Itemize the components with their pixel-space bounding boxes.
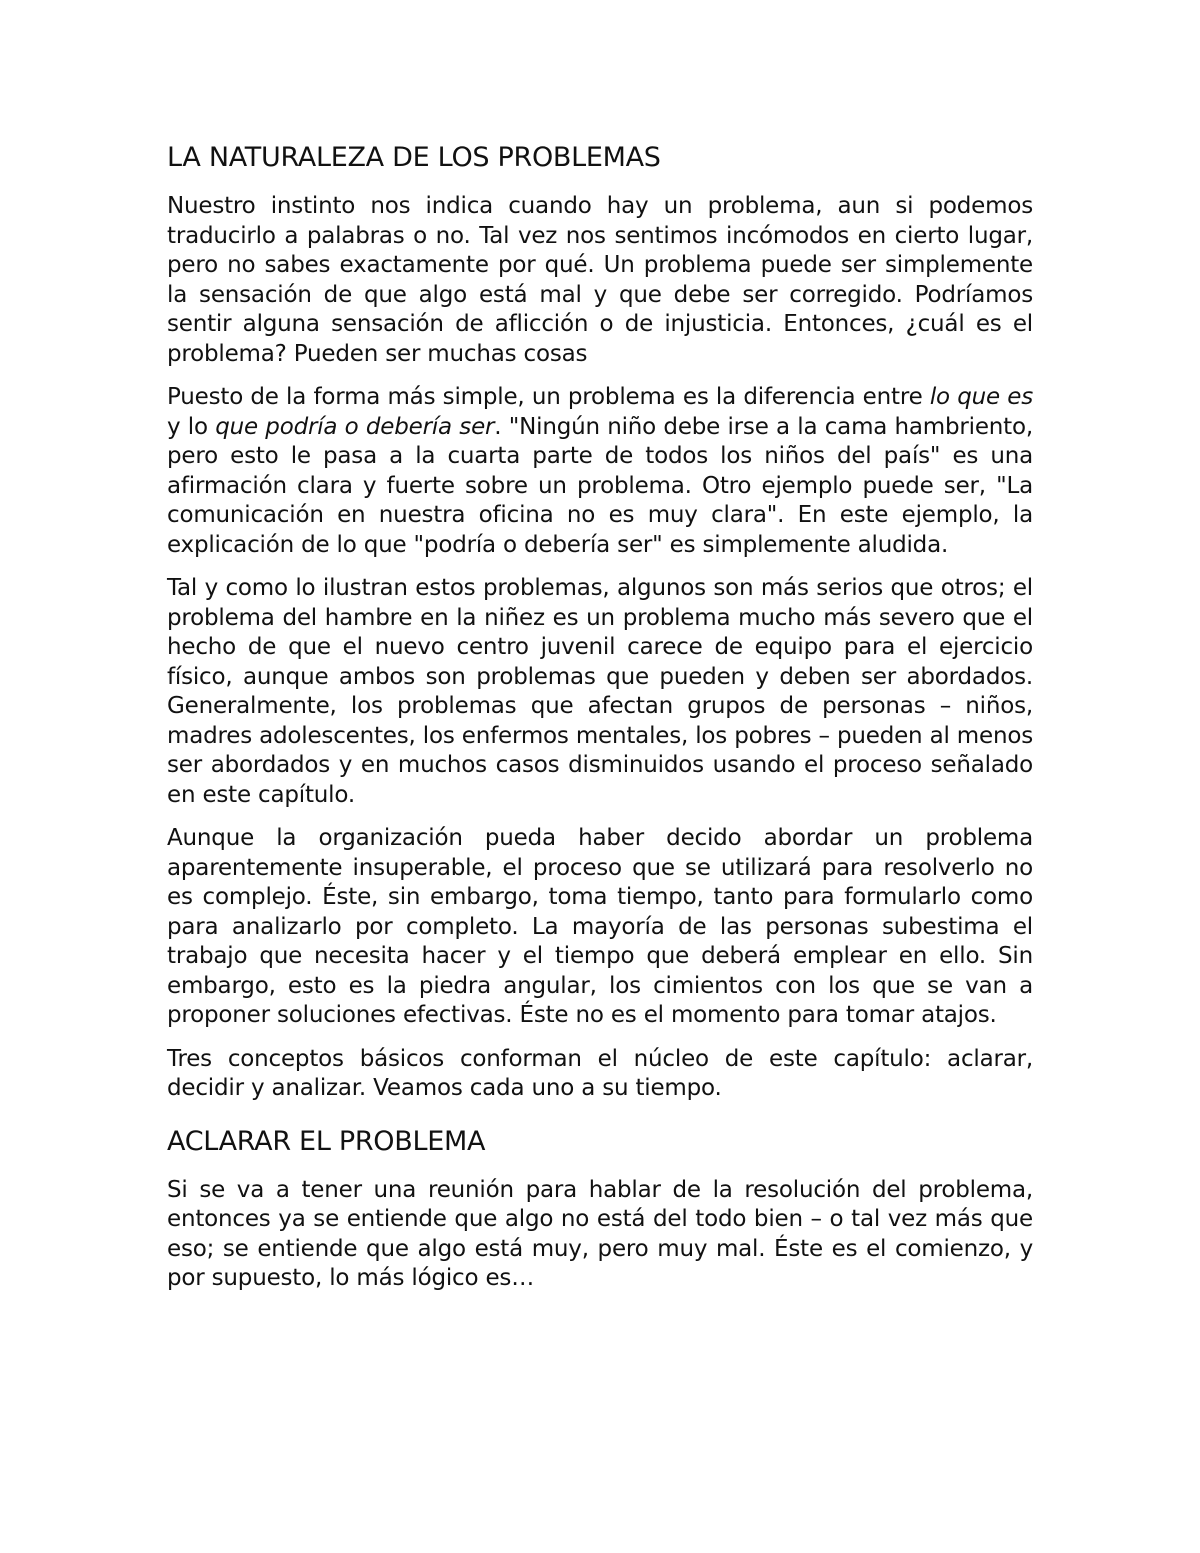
paragraph-conceptos: Tres conceptos básicos conforman el núcleo de este capítulo: aclarar, decidir y analizar. Veamos cada uno a su tiempo.	[167, 1045, 1033, 1101]
section-heading-aclarar: ACLARAR EL PROBLEMA	[167, 1125, 486, 1157]
emphasis-lo-que-es: lo que es	[929, 384, 1033, 410]
paragraph-definicion	[167, 383, 1033, 560]
paragraph-seriedad: Tal y como lo ilustran estos problemas, algunos son más serios que otros; el problema del hambre en la niñez es un problema mucho más severo que el hecho de que el nuevo centro juvenil carece de equipo para el ejercicio físico, aunque ambos son problemas que pueden y deben ser abordados. Generalmente, los problemas que afectan grupos de personas – niños, madres adolescentes, los enfermos mentales, los pobres – pueden al menos ser abordados y en muchos casos disminuidos usando el proceso señalado en este capítulo.	[167, 575, 1033, 808]
paragraph-proceso: Aunque la organización pueda haber decido abordar un problema aparentemente insuperable, el proceso que se utilizará para resolverlo no es complejo. Éste, sin embargo, toma tiempo, tanto para formularlo como para analizarlo por completo. La mayoría de las personas subestima el trabajo que necesita hacer y el tiempo que deberá emplear en ello. Sin embargo, esto es la piedra angular, los cimientos con los que se van a proponer soluciones efectivas. Éste no es el momento para tomar atajos.	[167, 825, 1033, 1028]
emphasis-que-podria: que podría o debería ser	[215, 413, 495, 440]
paragraph-reunion: Si se va a tener una reunión para hablar de la resolución del problema, entonces ya se entiende que algo no está del todo bien – o tal vez más que eso; se entiende que algo está muy, pero muy mal. Éste es el comienzo, y por supuesto, lo más lógico es…	[167, 1176, 1033, 1291]
paragraph-definicion-text-c: . "Ningún niño debe irse a la cama hambriento, pero esto le pasa a la cuarta parte de todos los niños del país" es una afirmación clara y fuerte sobre un problema. Otro ejemplo puede ser, "La comunicación en nuestra oficina no es muy clara". En este ejemplo, la explicación de lo que "podría o debería ser" es simplemente aludida.	[167, 413, 1033, 558]
document-page	[167, 138, 1033, 1308]
paragraph-instinto: Nuestro instinto nos indica cuando hay un problema, aun si podemos traducirlo a palabras o no. Tal vez nos sentimos incómodos en cierto lugar, pero no sabes exactamente por qué. Un problema puede ser simplemente la sensación de que algo está mal y que debe ser corregido. Podríamos sentir alguna sensación de aflicción o de injusticia. Entonces, ¿cuál es el problema? Pueden ser muchas cosas	[167, 193, 1033, 367]
paragraph-definicion-text-a: Puesto de la forma más simple, un problema es la diferencia entre	[167, 384, 930, 410]
paragraph-definicion-text-b: y lo	[167, 413, 216, 440]
section-heading-naturaleza: LA NATURALEZA DE LOS PROBLEMAS	[167, 142, 661, 173]
